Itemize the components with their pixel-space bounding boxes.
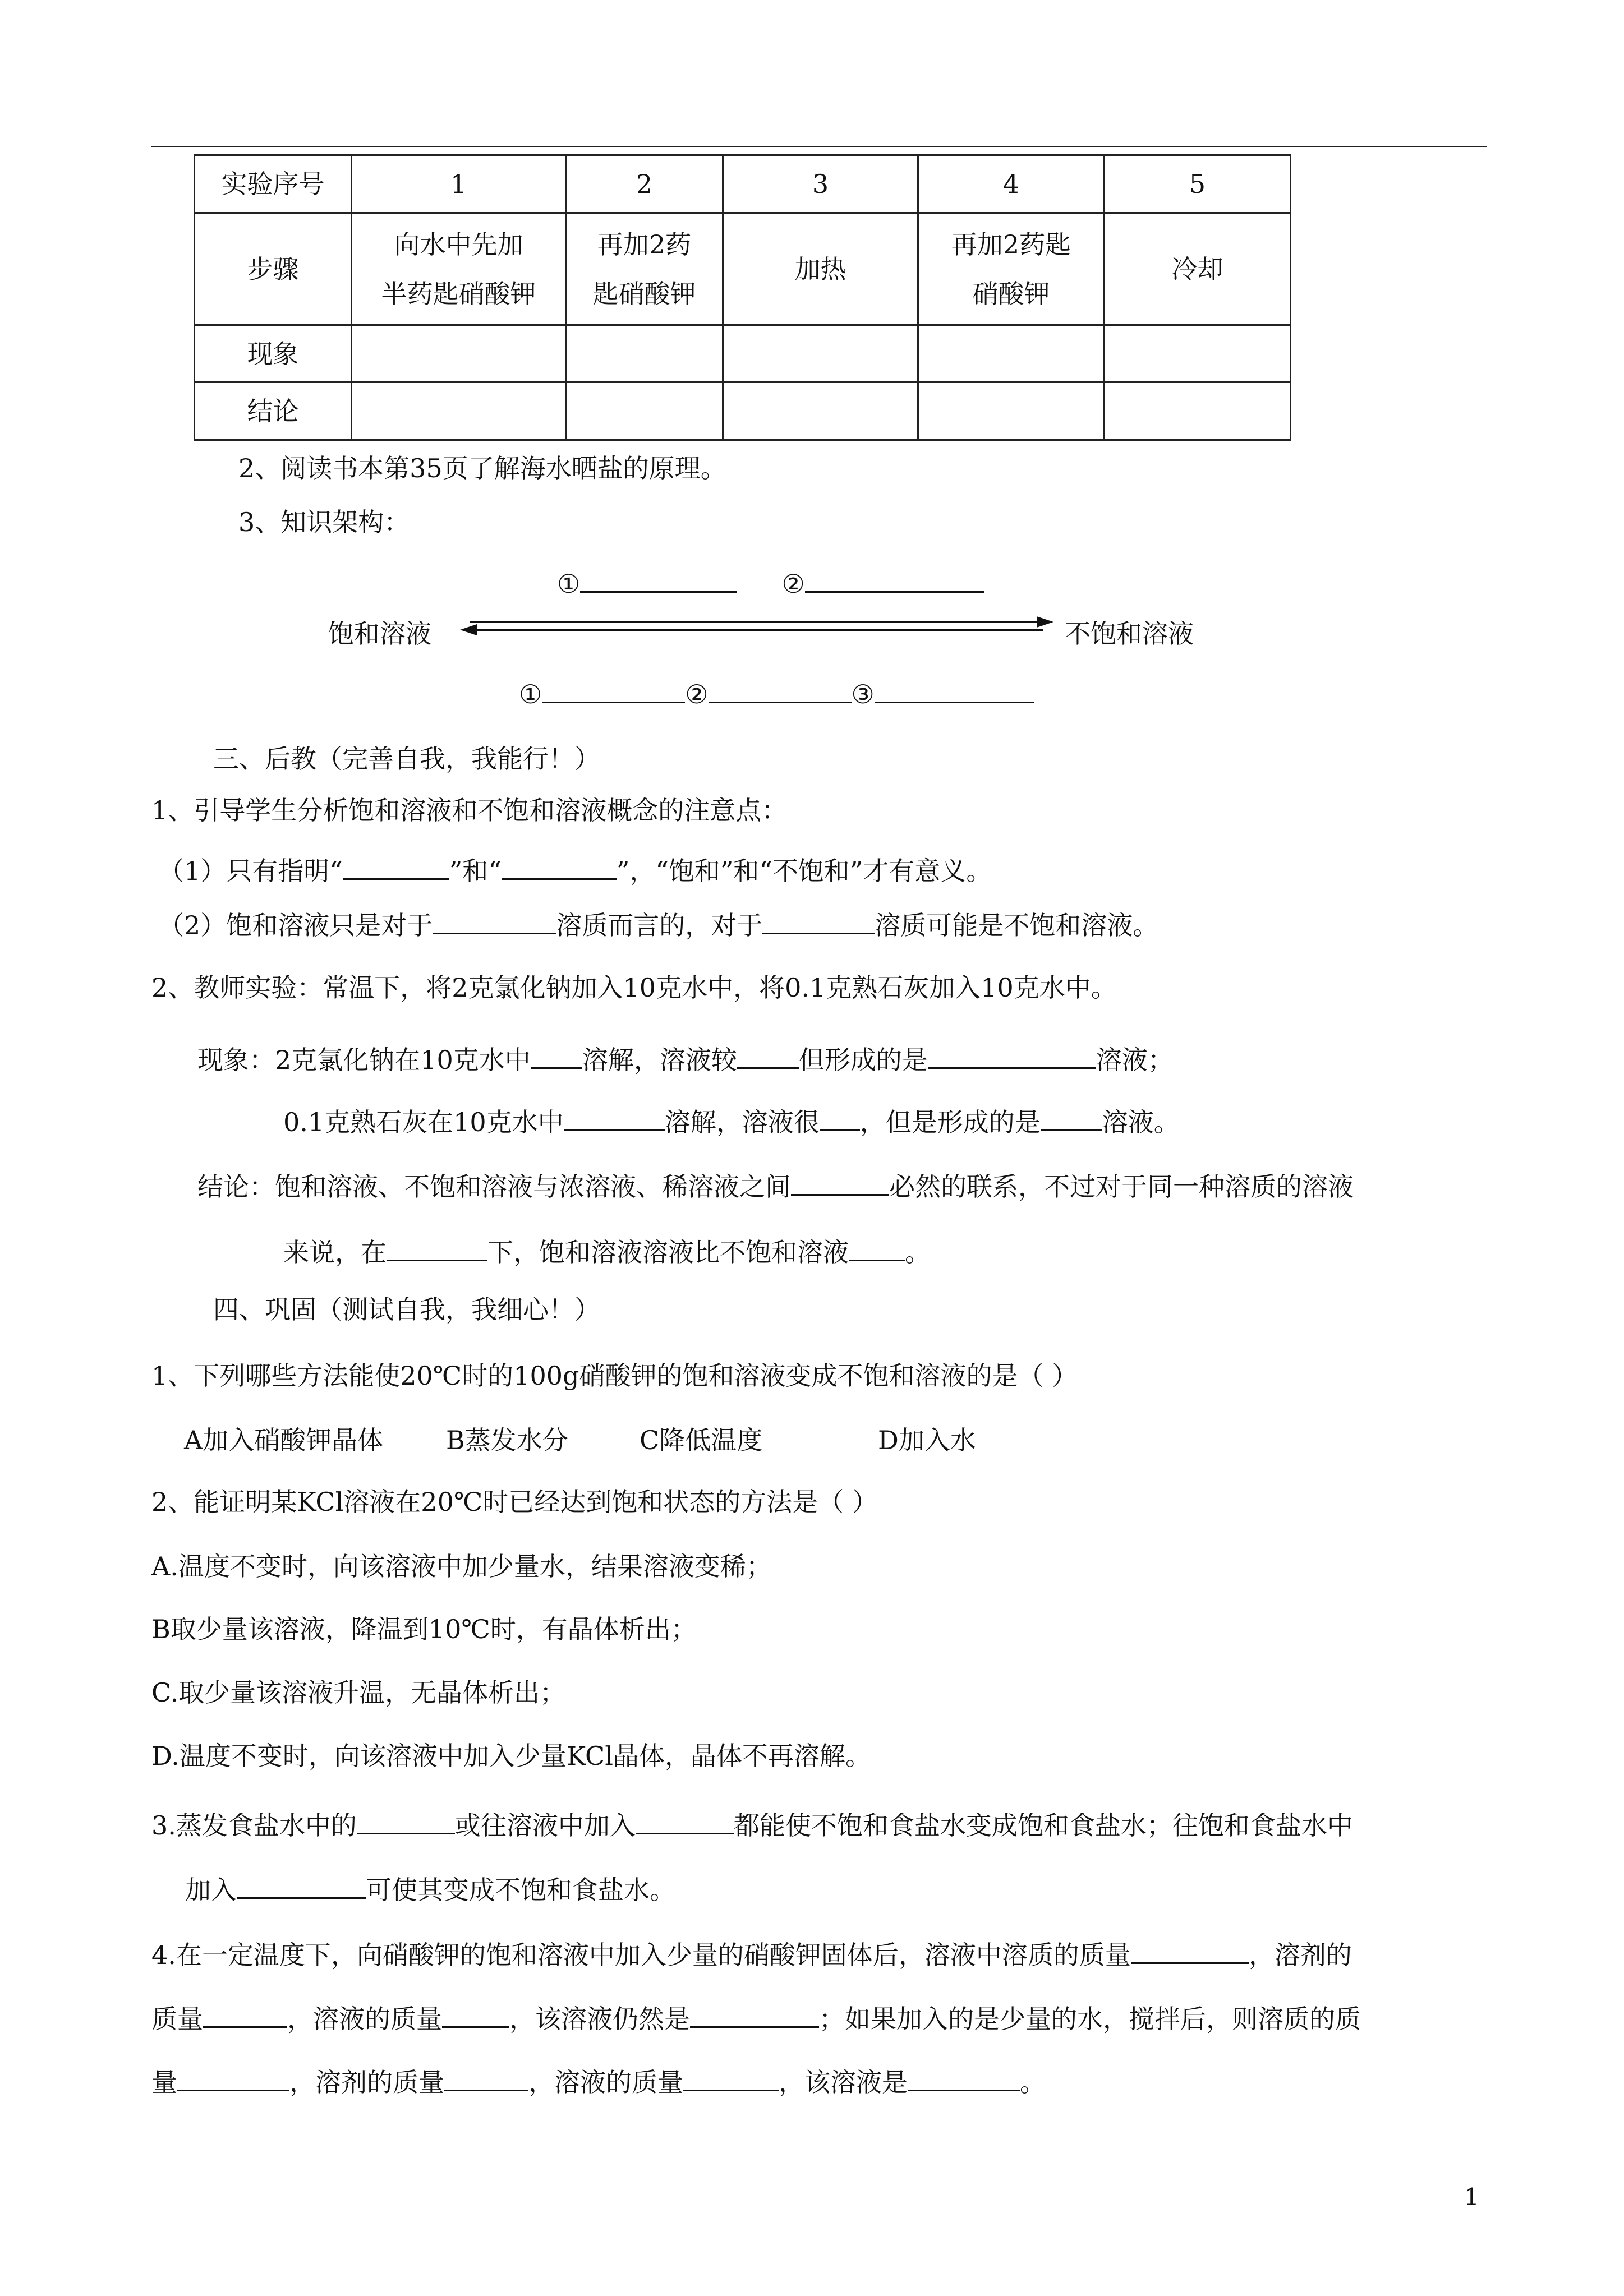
experiment-table: [194, 154, 1291, 441]
cell-line: 半药匙硝酸钾: [381, 278, 536, 309]
circled-3: ③: [851, 679, 875, 709]
table-cell: [918, 382, 1105, 440]
table-cell: 实验序号: [195, 155, 352, 213]
diagram-right-label: 不饱和溶液: [1065, 619, 1194, 649]
double-arrow: [460, 614, 1055, 642]
table-row-phenomenon: [195, 325, 1291, 382]
table-cell: 2: [566, 155, 723, 213]
cell-line: 向水中先加: [394, 229, 523, 260]
table-cell: 4: [918, 155, 1105, 213]
table-cell: 现象: [195, 325, 352, 382]
table-cell: [1105, 382, 1291, 440]
blank-line: [1041, 1104, 1102, 1131]
q2-title: 2、教师实验：常温下，将2克氯化钠加入10克水中，将0.1克熟石灰加入10克水中。: [151, 972, 1117, 1003]
circled-2: ②: [781, 569, 805, 599]
diagram-top-row: [557, 565, 984, 597]
e1-option-c: C降低温度: [640, 1425, 763, 1455]
blank-line: [683, 2064, 779, 2091]
section-3-line: 3、知识架构：: [238, 507, 410, 537]
blank-line: [849, 1234, 905, 1261]
blank-line: [636, 1807, 734, 1834]
diagram-left-label: 饱和溶液: [328, 619, 431, 649]
e4-line-2: 质量 ，溶液的质量 ，该溶液仍然是 ；如果加入的是少量的水，搅拌后，则溶质的质: [151, 2000, 1361, 2032]
cell-line: 硝酸钾: [972, 278, 1050, 309]
blank-line: [580, 565, 737, 593]
q2-conclusion-2: 来说，在 下，饱和溶液溶液比不饱和溶液 。: [283, 1234, 931, 1265]
blank-line: [444, 2064, 528, 2091]
diagram-bottom-row: [519, 676, 1034, 707]
circled-1: ①: [519, 679, 542, 709]
blank-line: [531, 1041, 582, 1069]
blank-line: [709, 676, 852, 703]
table-cell: [566, 382, 723, 440]
e4-line-1: 4.在一定温度下，向硝酸钾的饱和溶液中加入少量的硝酸钾固体后，溶液中溶质的质量 ，溶剂的: [151, 1937, 1352, 1968]
table-cell: 结论: [195, 382, 352, 440]
blank-line: [442, 2000, 509, 2028]
e1-option-d: D加入水: [878, 1425, 976, 1455]
circled-2: ②: [685, 679, 709, 709]
circled-1: ①: [557, 569, 581, 599]
table-cell: [918, 213, 1105, 325]
table-cell: [918, 325, 1105, 382]
table-cell: 步骤: [195, 213, 352, 325]
table-cell: [1105, 213, 1291, 325]
table-row-steps: [195, 213, 1291, 325]
page-number: 1: [1464, 2183, 1479, 2211]
blank-line: [820, 1104, 860, 1131]
blank-line: [564, 1104, 665, 1131]
section-4-title: 四、巩固（测试自我，我细心！）: [213, 1294, 600, 1325]
e3-line-2: 加入 可使其变成不饱和食盐水。: [185, 1871, 675, 1903]
blank-line: [542, 676, 685, 703]
table-cell: 3: [723, 155, 918, 213]
table-cell: [723, 382, 918, 440]
section-2-line: 2、阅读书本第35页了解海水晒盐的原理。: [238, 453, 726, 483]
q2-phenomenon-2: 0.1克熟石灰在10克水中 溶解，溶液很 ，但是形成的是 溶液。: [283, 1104, 1180, 1135]
blank-line: [502, 852, 617, 880]
e2-option-c: C.取少量该溶液升温，无晶体析出；: [151, 1677, 566, 1708]
header-rule: [151, 146, 1487, 147]
blank-line: [875, 676, 1034, 703]
blank-line: [203, 2000, 287, 2028]
table-cell: 1: [352, 155, 566, 213]
cell-line: 匙硝酸钾: [592, 278, 696, 309]
blank-line: [791, 1168, 889, 1196]
q1-title: 1、引导学生分析饱和溶液和不饱和溶液概念的注意点：: [151, 795, 788, 826]
table-cell: [352, 325, 566, 382]
table-cell: [1105, 325, 1291, 382]
e1-question: 1、下列哪些方法能使20℃时的100g硝酸钾的饱和溶液变成不饱和溶液的是（ ）: [151, 1361, 1078, 1391]
table-cell: [566, 213, 723, 325]
e4-line-3: 量 ，溶剂的质量 ，溶液的质量 ，该溶液是 。: [151, 2064, 1046, 2095]
blank-line: [690, 2000, 819, 2028]
cell-line: 加热: [794, 253, 846, 284]
cell-line: 再加2药匙: [951, 229, 1071, 260]
q2-phenomenon-1: 现象：2克氯化钠在10克水中 溶解，溶液较 但形成的是 溶液；: [197, 1041, 1174, 1073]
blank-line: [928, 1041, 1096, 1069]
blank-line: [433, 907, 556, 934]
blank-line: [237, 1871, 366, 1899]
table-cell: [352, 382, 566, 440]
e3-line-1: 3.蒸发食盐水中的 或往溶液中加入 都能使不饱和食盐水变成饱和食盐水；往饱和食盐水中: [151, 1807, 1353, 1838]
section-3-title: 三、后教（完善自我，我能行！）: [213, 744, 600, 774]
e2-option-b: B取少量该溶液，降温到10℃时，有晶体析出；: [151, 1614, 697, 1644]
blank-line: [177, 2064, 289, 2091]
blank-line: [357, 1807, 455, 1834]
q1-point-1: （1）只有指明“ ”和“ ”，“饱和”和“不饱和”才有意义。: [158, 852, 992, 884]
blank-line: [762, 907, 875, 934]
table-cell: [566, 325, 723, 382]
e1-option-a: A加入硝酸钾晶体: [184, 1425, 384, 1455]
e2-option-d: D.温度不变时，向该溶液中加入少量KCl晶体，晶体不再溶解。: [151, 1741, 871, 1771]
table-header-row: [195, 155, 1291, 213]
e2-option-a: A.温度不变时，向该溶液中加少量水，结果溶液变稀；: [151, 1551, 772, 1582]
table-row-conclusion: [195, 382, 1291, 440]
e2-question: 2、能证明某KCl溶液在20℃时已经达到饱和状态的方法是（ ）: [151, 1487, 878, 1517]
cell-line: 冷却: [1171, 253, 1223, 284]
blank-line: [908, 2064, 1020, 2091]
table-cell: [723, 325, 918, 382]
table-cell: [352, 213, 566, 325]
blank-line: [1131, 1937, 1249, 1964]
blank-line: [805, 565, 984, 593]
table-cell: 5: [1105, 155, 1291, 213]
blank-line: [343, 852, 449, 880]
q1-point-2: （2）饱和溶液只是对于 溶质而言的，对于 溶质可能是不饱和溶液。: [158, 907, 1158, 938]
q2-conclusion-1: 结论：饱和溶液、不饱和溶液与浓溶液、稀溶液之间 必然的联系，不过对于同一种溶质的溶液: [197, 1168, 1354, 1200]
blank-line: [387, 1234, 487, 1261]
blank-line: [737, 1041, 799, 1069]
e1-option-b: B蒸发水分: [446, 1425, 568, 1455]
cell-line: 再加2药: [597, 229, 692, 260]
table-cell: [723, 213, 918, 325]
